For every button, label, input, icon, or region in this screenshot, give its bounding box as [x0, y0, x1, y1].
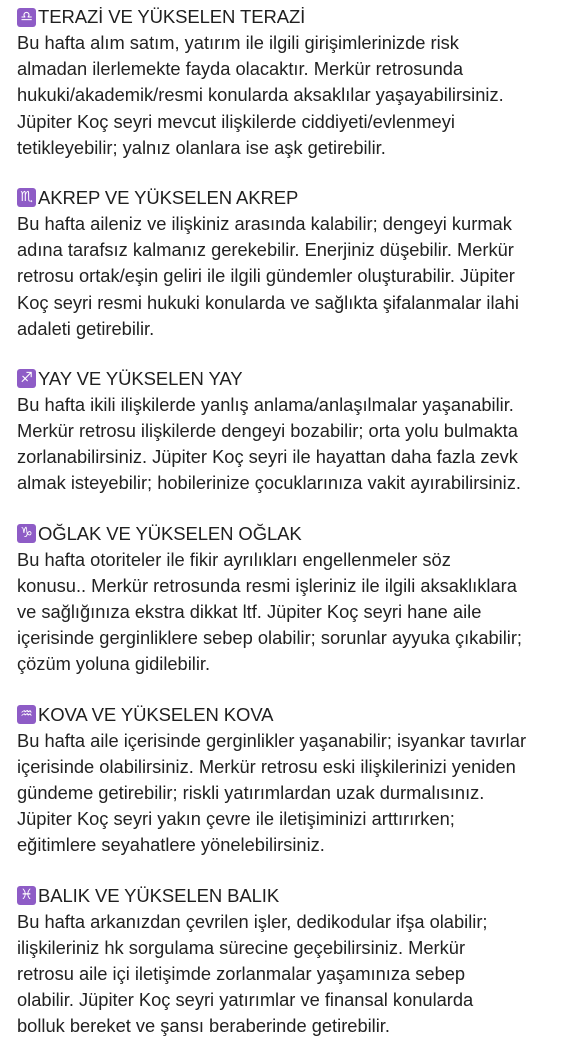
section-body: [17, 728, 569, 859]
text-line: Bu hafta arkanızdan çevrilen işler, dedikodular ifşa olabilir;: [17, 909, 569, 935]
text-line: gündeme getirebilir; riskli yatırımlardan uzak durmalısınız.: [17, 780, 569, 806]
sagittarius-icon: ♐: [17, 369, 36, 388]
section-title: AKREP VE YÜKSELEN AKREP: [38, 185, 298, 211]
section-body: [17, 392, 569, 497]
section-heading: [17, 4, 569, 30]
section-body: [17, 547, 569, 678]
scorpio-icon: ♏: [17, 188, 36, 207]
pisces-icon: ♓: [17, 886, 36, 905]
section-title: OĞLAK VE YÜKSELEN OĞLAK: [38, 521, 302, 547]
libra-icon: ♎: [17, 8, 36, 27]
text-line: Merkür retrosu ilişkilerde dengeyi bozabilir; orta yolu bulmakta: [17, 418, 569, 444]
text-line: Bu hafta aileniz ve ilişkiniz arasında kalabilir; dengeyi kurmak: [17, 211, 569, 237]
text-line: Bu hafta ikili ilişkilerde yanlış anlama/anlaşılmalar yaşanabilir.: [17, 392, 569, 418]
text-line: eğitimlere seyahatlere yönelebilirsiniz.: [17, 832, 569, 858]
text-line: tetikleyebilir; yalnız olanlara ise aşk getirebilir.: [17, 135, 569, 161]
text-line: içerisinde gerginliklere sebep olabilir; sorunlar ayyuka çıkabilir;: [17, 625, 569, 651]
text-line: Bu hafta aile içerisinde gerginlikler yaşanabilir; isyankar tavırlar: [17, 728, 569, 754]
text-line: çözüm yoluna gidilebilir.: [17, 651, 569, 677]
aquarius-icon: ♒: [17, 705, 36, 724]
section-sagittarius: [17, 366, 569, 497]
section-heading: [17, 521, 569, 547]
text-line: almak isteyebilir; hobilerinize çocuklarınıza vakit ayırabilirsiniz.: [17, 470, 569, 496]
section-scorpio: [17, 185, 569, 342]
section-libra: [17, 4, 569, 161]
section-aquarius: [17, 702, 569, 859]
section-body: [17, 30, 569, 161]
text-line: Jüpiter Koç seyri yakın çevre ile iletişiminizi arttırırken;: [17, 806, 569, 832]
section-heading: [17, 185, 569, 211]
section-heading: [17, 366, 569, 392]
text-line: bolluk bereket ve şansı beraberinde getirebilir.: [17, 1013, 569, 1039]
text-line: konusu.. Merkür retrosunda resmi işleriniz ile ilgili aksaklıklara: [17, 573, 569, 599]
text-line: Bu hafta otoriteler ile fikir ayrılıkları engellenmeler söz: [17, 547, 569, 573]
text-line: hukuki/akademik/resmi konularda aksaklılar yaşayabilirsiniz.: [17, 82, 569, 108]
section-capricorn: [17, 521, 569, 678]
section-heading: [17, 702, 569, 728]
section-title: KOVA VE YÜKSELEN KOVA: [38, 702, 273, 728]
text-line: ilişkileriniz hk sorgulama sürecine geçebilirsiniz. Merkür: [17, 935, 569, 961]
text-line: almadan ilerlemekte fayda olacaktır. Merkür retrosunda: [17, 56, 569, 82]
text-line: olabilir. Jüpiter Koç seyri yatırımlar ve finansal konularda: [17, 987, 569, 1013]
text-line: Jüpiter Koç seyri mevcut ilişkilerde ciddiyeti/evlenmeyi: [17, 109, 569, 135]
text-line: retrosu ortak/eşin geliri ile ilgili gündemler oluşturabilir. Jüpiter: [17, 263, 569, 289]
text-line: Bu hafta alım satım, yatırım ile ilgili girişimlerinizde risk: [17, 30, 569, 56]
section-title: YAY VE YÜKSELEN YAY: [38, 366, 242, 392]
section-pisces: [17, 883, 569, 1039]
text-line: ve sağlığınıza ekstra dikkat ltf. Jüpiter Koç seyri hane aile: [17, 599, 569, 625]
capricorn-icon: ♑: [17, 524, 36, 543]
section-title: BALIK VE YÜKSELEN BALIK: [38, 883, 279, 909]
text-line: adına tarafsız kalmanız gerekebilir. Enerjiniz düşebilir. Merkür: [17, 237, 569, 263]
section-body: [17, 211, 569, 342]
section-title: TERAZİ VE YÜKSELEN TERAZİ: [38, 4, 305, 30]
section-body: [17, 909, 569, 1039]
text-line: içerisinde olabilirsiniz. Merkür retrosu eski ilişkilerinizi yeniden: [17, 754, 569, 780]
text-line: Koç seyri resmi hukuki konularda ve sağlıkta şifalanmalar ilahi: [17, 290, 569, 316]
text-line: zorlanabilirsiniz. Jüpiter Koç seyri ile hayattan daha fazla zevk: [17, 444, 569, 470]
section-heading: [17, 883, 569, 909]
text-line: retrosu aile içi iletişimde zorlanmalar yaşamınıza sebep: [17, 961, 569, 987]
text-line: adaleti getirebilir.: [17, 316, 569, 342]
